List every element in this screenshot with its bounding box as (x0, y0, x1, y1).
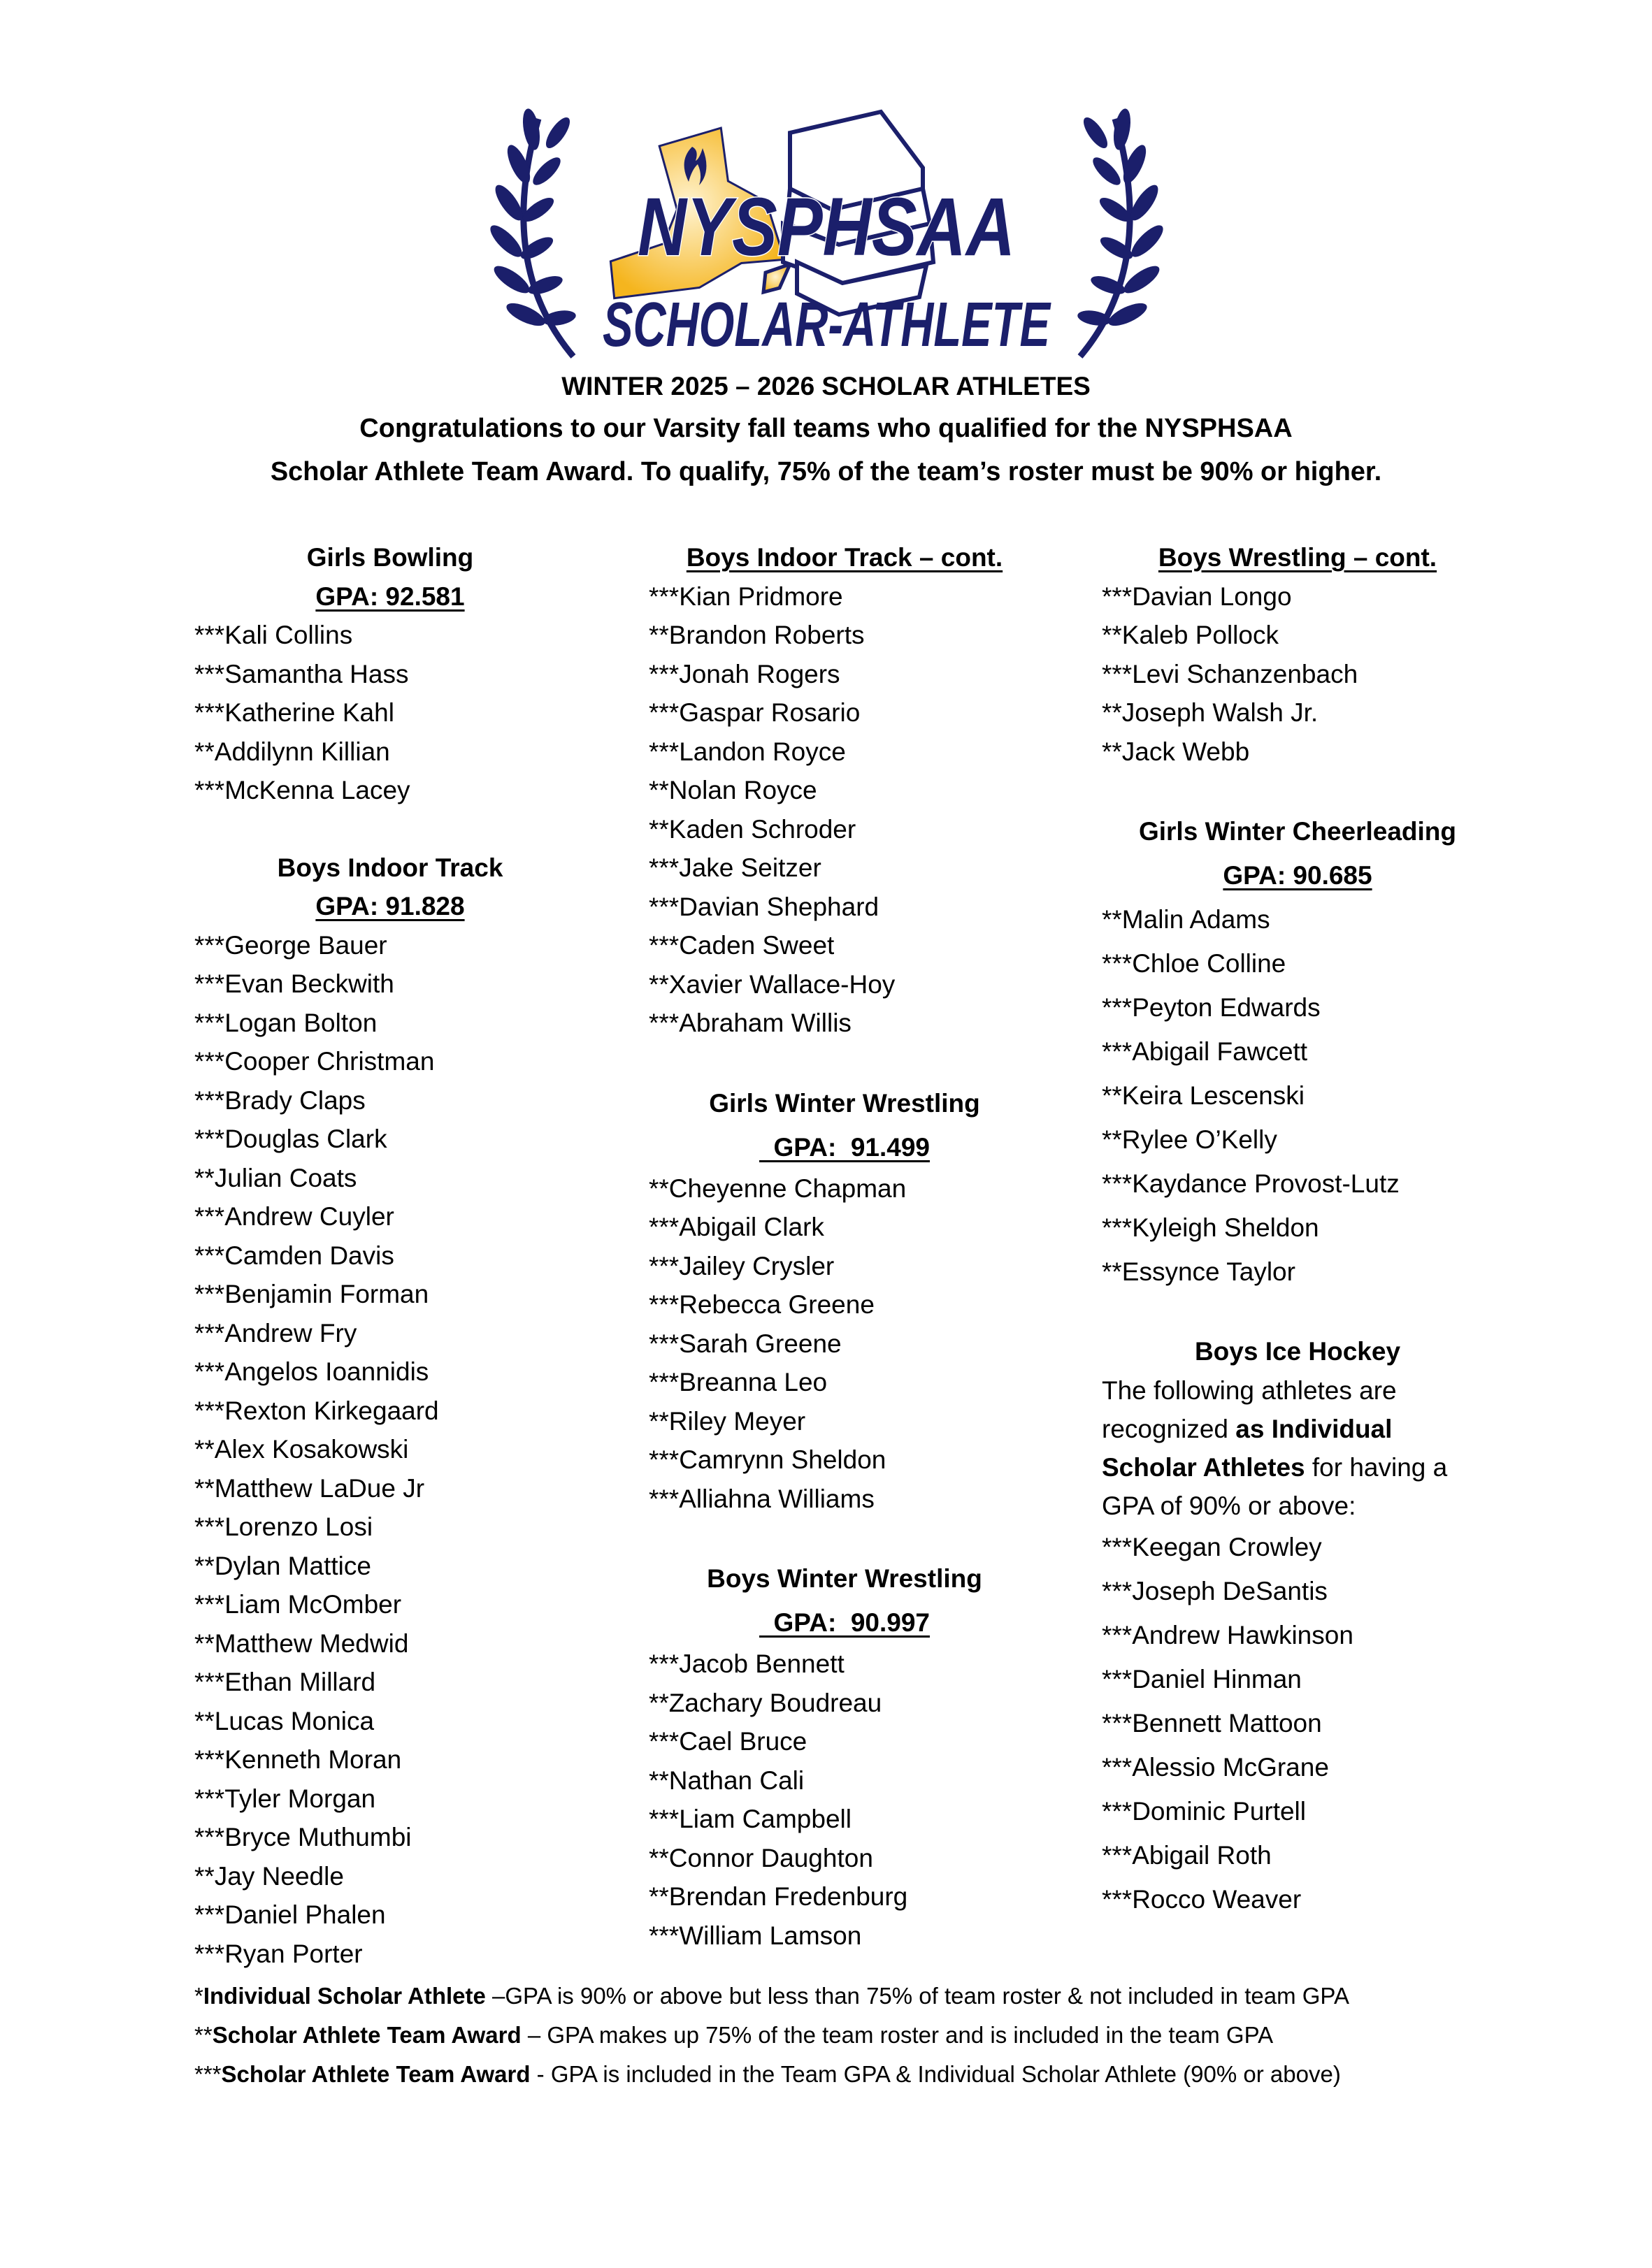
athlete-name: **Kaden Schroder (649, 814, 856, 844)
section-title: Girls Bowling (306, 543, 474, 572)
team-gpa: GPA: 91.828 (315, 892, 465, 920)
athlete-name: **Xavier Wallace-Hoy (649, 969, 896, 999)
athlete-name: ***Ryan Porter (194, 1939, 363, 1968)
athlete-name: ***Ethan Millard (194, 1668, 376, 1696)
athlete-list (649, 1645, 1040, 1955)
section-title: Boys Indoor Track (277, 853, 503, 882)
athlete-list (194, 616, 586, 810)
athlete-name: **Jay Needle (194, 1861, 344, 1891)
athlete-name: **Dylan Mattice (194, 1551, 371, 1580)
legend-label: Scholar Athlete Team Award (212, 2022, 522, 2048)
athlete-name: **Matthew Medwid (194, 1628, 409, 1658)
athlete-name: **Matthew LaDue Jr (194, 1473, 425, 1503)
athlete-name: ***Kali Collins (194, 621, 353, 649)
athlete-name: ***Kian Pridmore (649, 582, 843, 611)
athlete-name: **Julian Coats (194, 1163, 357, 1192)
athlete-name: **Connor Daughton (649, 1843, 873, 1872)
subtitle-line-2: Scholar Athlete Team Award. To qualify, 75% of the team’s roster must be 90% or higher. (270, 457, 1382, 486)
logo-banner-text: SCHOLAR-ATHLETE (603, 290, 1052, 360)
athlete-name: **Cheyenne Chapman (649, 1173, 907, 1203)
athlete-name: ***Bennett Mattoon (1102, 1708, 1322, 1738)
athlete-name: ***Jailey Crysler (649, 1251, 835, 1280)
legend-item (194, 1977, 1349, 2016)
section-title: Boys Indoor Track – cont. (686, 543, 1003, 572)
athlete-name: **Kaleb Pollock (1102, 621, 1279, 649)
athlete-name: ***Jake Seitzer (649, 853, 821, 882)
athlete-name: ***Kenneth Moran (194, 1745, 402, 1774)
athlete-name: ***Alessio McGrane (1102, 1752, 1329, 1782)
athlete-name: ***Andrew Hawkinson (1102, 1620, 1353, 1649)
athlete-list (1102, 897, 1493, 1294)
athlete-name: ***Lorenzo Losi (194, 1512, 373, 1541)
athlete-name: **Zachary Boudreau (649, 1688, 882, 1717)
legend-stars: ** (194, 2022, 213, 2048)
athlete-name: ***Keegan Crowley (1102, 1532, 1322, 1561)
athlete-name: ***Jonah Rogers (649, 659, 840, 688)
right-laurel-icon (1077, 108, 1164, 356)
athlete-name: ***Davian Shephard (649, 892, 879, 921)
athlete-name: ***Chloe Colline (1102, 949, 1286, 978)
athlete-name: ***Logan Bolton (194, 1008, 378, 1037)
athlete-name: **Essynce Taylor (1102, 1257, 1295, 1286)
page-title: WINTER 2025 – 2026 SCHOLAR ATHLETES (561, 372, 1091, 400)
athlete-name: **Addilynn Killian (194, 737, 390, 766)
athlete-name: ***Abigail Roth (1102, 1840, 1272, 1870)
column-2 (649, 538, 1040, 1955)
athlete-name: ***Daniel Phalen (194, 1900, 386, 1929)
athlete-name: ***Landon Royce (649, 737, 846, 766)
athlete-name: ***Jacob Bennett (649, 1649, 845, 1678)
athlete-name: **Brendan Fredenburg (649, 1882, 908, 1911)
legend-item (194, 2055, 1349, 2094)
athlete-name: ***Douglas Clark (194, 1125, 387, 1153)
athlete-name: ***Angelos Ioannidis (194, 1357, 429, 1386)
athlete-name: ***Kaydance Provost-Lutz (1102, 1169, 1400, 1198)
section-title: Boys Wrestling – cont. (1158, 543, 1437, 572)
section-title: Girls Winter Cheerleading (1138, 817, 1457, 846)
athlete-name: ***Abigail Fawcett (1102, 1037, 1308, 1066)
athlete-name: ***Bryce Muthumbi (194, 1823, 412, 1851)
legend-desc: –GPA is 90% or above but less than 75% of team roster & not included in team GPA (485, 1983, 1349, 2009)
athlete-name: ***Davian Longo (1102, 582, 1292, 611)
athlete-name: ***Gaspar Rosario (649, 698, 861, 727)
team-gpa: GPA: 90.997 (759, 1608, 931, 1637)
legend-stars: * (194, 1983, 203, 2009)
athlete-name: ***Andrew Fry (194, 1318, 357, 1348)
legend-desc: – GPA makes up 75% of the team roster and is included in the team GPA (521, 2022, 1274, 2048)
athlete-name: ***Rebecca Greene (649, 1290, 875, 1319)
legend-desc: - GPA is included in the Team GPA & Individual Scholar Athlete (90% or above) (530, 2061, 1341, 2087)
section-title: Girls Winter Wrestling (709, 1088, 980, 1118)
individual-recognition-note (1102, 1371, 1493, 1525)
athlete-name: ***Camrynn Sheldon (649, 1445, 886, 1474)
athlete-name: ***Abraham Willis (649, 1009, 852, 1037)
footer-legend (194, 1977, 1349, 2094)
athlete-list (649, 1169, 1040, 1519)
section-girls-bowling (194, 538, 586, 810)
logo-org-text: NYSPHSAA (638, 181, 1015, 273)
section-girls-winter-wrestling (649, 1081, 1040, 1519)
athlete-name: ***Liam Campbell (649, 1805, 852, 1833)
athlete-name: ***Kyleigh Sheldon (1102, 1213, 1319, 1242)
legend-label: Scholar Athlete Team Award (221, 2061, 531, 2087)
nysphsaa-scholar-athlete-logo (489, 105, 1164, 363)
athlete-name: ***Rexton Kirkegaard (194, 1396, 439, 1425)
athlete-name: ***Levi Schanzenbach (1102, 659, 1358, 688)
athlete-name: ***Andrew Cuyler (194, 1202, 394, 1231)
legend-label: Individual Scholar Athlete (203, 1983, 486, 2009)
athlete-name: **Rylee O’Kelly (1102, 1125, 1277, 1154)
section-boys-wrestling-cont (1102, 538, 1493, 771)
note-text: The following athletes are recognized (1102, 1375, 1397, 1443)
athlete-name: ***George Bauer (194, 930, 387, 960)
athlete-name: ***Caden Sweet (649, 931, 835, 960)
athlete-name: ***Breanna Leo (649, 1368, 828, 1396)
athlete-name: ***William Lamson (649, 1921, 862, 1950)
athlete-name: ***Tyler Morgan (194, 1784, 376, 1813)
note-text: for having a GPA of 90% or above: (1102, 1452, 1448, 1520)
athlete-list (1102, 577, 1493, 772)
athlete-name: ***Benjamin Forman (194, 1280, 429, 1308)
legend-stars: *** (194, 2061, 222, 2087)
team-gpa: GPA: 91.499 (759, 1132, 931, 1162)
athlete-list (649, 577, 1040, 1043)
subtitle-line-1: Congratulations to our Varsity fall teams who qualified for the NYSPHSAA (359, 414, 1293, 443)
section-boys-winter-wrestling (649, 1556, 1040, 1955)
athlete-name: ***Liam McOmber (194, 1590, 402, 1619)
athlete-name: ***Camden Davis (194, 1241, 394, 1270)
athlete-name: ***Peyton Edwards (1102, 993, 1321, 1022)
athlete-name: ***Katherine Kahl (194, 698, 394, 727)
athlete-name: ***Rocco Weaver (1102, 1884, 1302, 1914)
athlete-name: **Lucas Monica (194, 1706, 375, 1735)
left-laurel-icon (489, 108, 577, 356)
column-1 (194, 538, 586, 1973)
athlete-name: **Brandon Roberts (649, 621, 865, 649)
athlete-list (194, 926, 586, 1974)
athlete-name: ***Dominic Purtell (1102, 1796, 1306, 1826)
athlete-name: **Alex Kosakowski (194, 1435, 409, 1464)
athlete-name: ***McKenna Lacey (194, 776, 410, 804)
athlete-name: ***Brady Claps (194, 1085, 366, 1115)
section-boys-indoor-track-cont (649, 538, 1040, 1043)
athlete-name: ***Evan Beckwith (194, 969, 394, 998)
legend-item (194, 2016, 1349, 2055)
section-title: Boys Ice Hockey (1194, 1337, 1401, 1366)
team-gpa: GPA: 92.581 (315, 582, 465, 611)
athlete-name: **Riley Meyer (649, 1406, 806, 1436)
athlete-name: ***Samantha Hass (194, 659, 409, 688)
athlete-name: ***Cooper Christman (194, 1047, 435, 1076)
section-boys-ice-hockey (1102, 1332, 1493, 1921)
athlete-list (1102, 1525, 1493, 1921)
athlete-name: ***Cael Bruce (649, 1727, 807, 1756)
section-boys-indoor-track (194, 848, 586, 1974)
athlete-name: **Nolan Royce (649, 776, 817, 804)
athlete-name: **Jack Webb (1102, 737, 1250, 766)
athlete-name: ***Alliahna Williams (649, 1484, 875, 1513)
note-bold-text: as Individual Scholar Athletes (1102, 1414, 1393, 1482)
section-girls-winter-cheerleading (1102, 809, 1493, 1294)
athlete-name: **Nathan Cali (649, 1765, 805, 1795)
athlete-name: **Joseph Walsh Jr. (1102, 698, 1319, 727)
column-3 (1102, 538, 1493, 1921)
athlete-name: **Keira Lescenski (1102, 1081, 1305, 1110)
athlete-name: ***Abigail Clark (649, 1213, 824, 1241)
athlete-name: ***Joseph DeSantis (1102, 1576, 1328, 1605)
section-title: Boys Winter Wrestling (707, 1564, 982, 1593)
team-gpa: GPA: 90.685 (1223, 861, 1372, 890)
athlete-name: ***Sarah Greene (649, 1329, 842, 1358)
athlete-name: ***Daniel Hinman (1102, 1664, 1302, 1693)
athlete-name: **Malin Adams (1102, 905, 1270, 934)
